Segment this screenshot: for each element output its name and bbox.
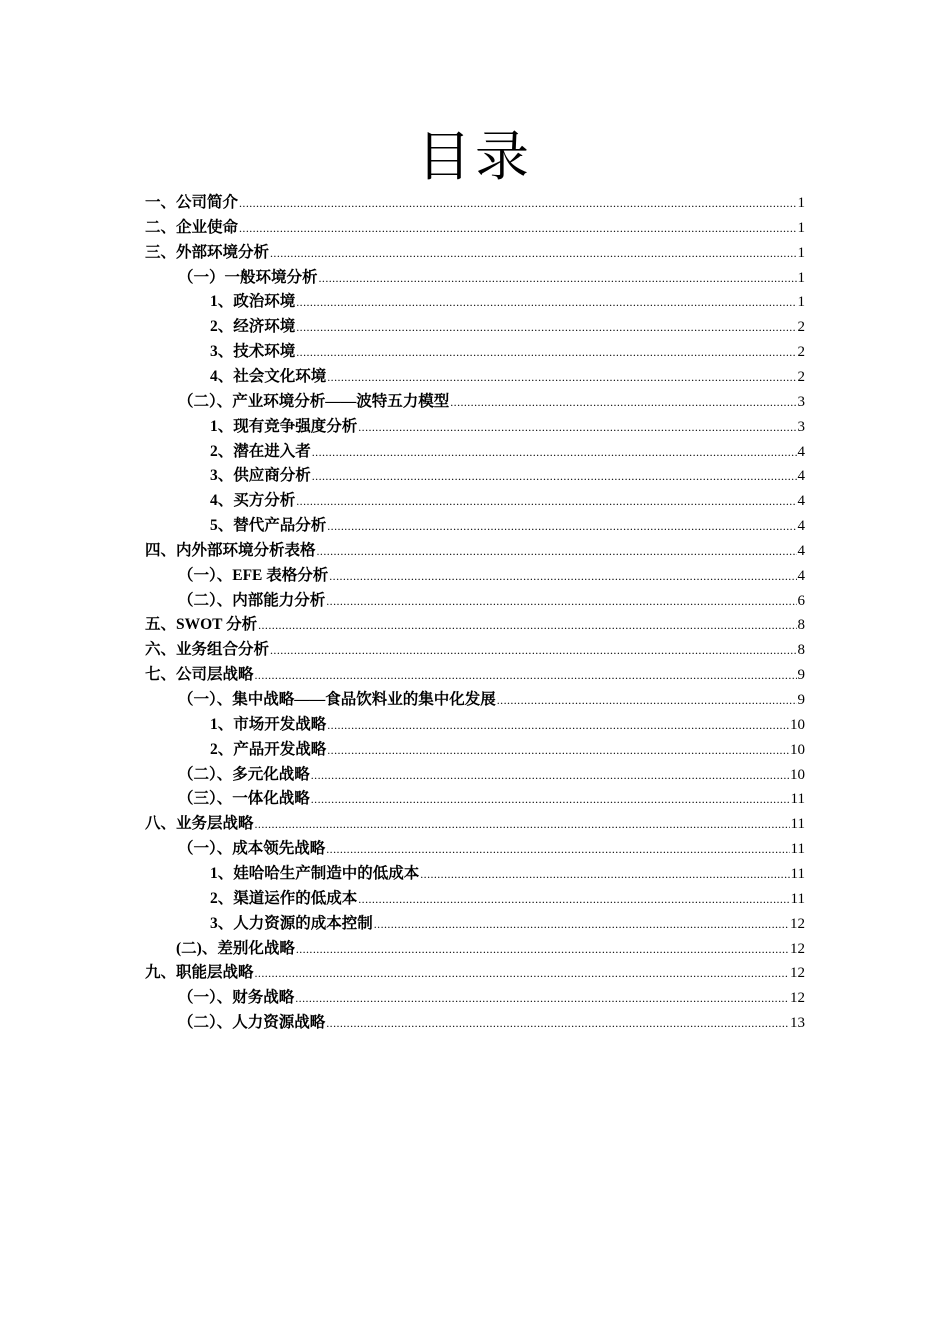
toc-entry-page-number: 11 — [790, 865, 805, 882]
toc-entry-page-number: 11 — [790, 841, 805, 858]
toc-entry[interactable] — [210, 439, 805, 464]
toc-leader-dots — [270, 241, 796, 266]
toc-entry-label: （三）、一体化战略 — [178, 790, 310, 808]
toc-entry[interactable] — [178, 762, 805, 787]
toc-entry-label: 4、社会文化环境 — [210, 367, 327, 385]
toc-leader-dots — [358, 887, 789, 912]
toc-leader-dots — [450, 390, 796, 415]
toc-entry-label: 3、供应商分析 — [210, 467, 311, 485]
toc-leader-dots — [296, 937, 789, 962]
toc-entry-label: 2、产品开发战略 — [210, 740, 327, 758]
toc-entry-label: 二、企业使命 — [145, 218, 239, 236]
toc-entry-label: 2、经济环境 — [210, 318, 296, 336]
toc-entry-page-number: 12 — [790, 965, 805, 982]
toc-entry-label: 四、内外部环境分析表格 — [145, 541, 316, 559]
toc-entry[interactable] — [145, 612, 805, 637]
toc-entry-page-number: 1 — [797, 244, 805, 261]
toc-entry[interactable] — [210, 513, 805, 538]
toc-entry[interactable] — [176, 936, 805, 961]
toc-entry-page-number: 12 — [790, 915, 805, 932]
toc-entry-label: (二)、差别化战略 — [176, 939, 295, 957]
toc-entry[interactable] — [145, 190, 805, 215]
toc-leader-dots — [296, 340, 796, 365]
toc-entry-label: 5、替代产品分析 — [210, 517, 327, 535]
toc-entry-page-number: 13 — [790, 1015, 805, 1032]
toc-entry-page-number: 8 — [797, 617, 805, 634]
toc-entry-page-number: 4 — [797, 567, 805, 584]
toc-leader-dots — [497, 688, 797, 713]
toc-leader-dots — [239, 216, 796, 241]
toc-entry-page-number: 4 — [797, 518, 805, 535]
toc-entry-page-number: 2 — [797, 319, 805, 336]
toc-entry-page-number: 1 — [797, 195, 805, 211]
toc-entry-page-number: 11 — [790, 816, 805, 833]
toc-entry[interactable] — [145, 662, 805, 687]
toc-leader-dots — [311, 787, 790, 812]
toc-leader-dots — [327, 738, 789, 763]
toc-entry[interactable] — [145, 215, 805, 240]
toc-entry[interactable] — [210, 463, 805, 488]
toc-entry[interactable] — [145, 811, 805, 836]
toc-entry[interactable] — [210, 289, 805, 314]
toc-entry[interactable] — [210, 886, 805, 911]
toc-entry-label: 2、渠道运作的低成本 — [210, 889, 358, 907]
toc-entry[interactable] — [178, 687, 805, 712]
toc-entry-page-number: 4 — [797, 443, 805, 460]
toc-entry-label: 2、潜在进入者 — [210, 442, 311, 460]
toc-entry[interactable] — [210, 861, 805, 886]
toc-entry-page-number: 1 — [797, 294, 805, 311]
toc-leader-dots — [327, 365, 796, 390]
toc-entry[interactable] — [210, 737, 805, 762]
toc-entry-label: （一）、财务战略 — [178, 989, 295, 1007]
toc-leader-dots — [296, 315, 796, 340]
toc-entry-page-number: 11 — [790, 890, 805, 907]
toc-entry-label: 3、技术环境 — [210, 343, 296, 361]
toc-leader-dots — [255, 663, 797, 688]
toc-entry[interactable] — [210, 414, 805, 439]
toc-entry-page-number: 2 — [797, 368, 805, 385]
toc-entry-page-number: 1 — [797, 269, 805, 286]
toc-entry[interactable] — [178, 836, 805, 861]
toc-leader-dots — [270, 638, 796, 663]
toc-entry[interactable] — [210, 339, 805, 364]
toc-entry[interactable] — [145, 960, 805, 985]
toc-entry-label: （一）、集中战略——食品饮料业的集中化发展 — [178, 691, 496, 708]
toc-entry-label: 一、公司简介 — [145, 194, 239, 211]
toc-entry-label: （一）、成本领先战略 — [178, 840, 326, 858]
toc-leader-dots — [358, 415, 796, 440]
toc-leader-dots — [317, 539, 797, 564]
toc-entry-label: 七、公司层战略 — [145, 666, 254, 684]
toc-leader-dots — [420, 862, 789, 887]
toc-entry-page-number: 11 — [790, 791, 805, 808]
toc-leader-dots — [296, 290, 796, 315]
toc-entry-label: 3、人力资源的成本控制 — [210, 914, 373, 932]
toc-leader-dots — [311, 763, 789, 788]
toc-entry-label: 六、业务组合分析 — [145, 641, 270, 659]
toc-entry-label: 1、娃哈哈生产制造中的低成本 — [210, 864, 420, 882]
toc-entry[interactable] — [178, 985, 805, 1010]
toc-entry[interactable] — [210, 712, 805, 737]
toc-entry[interactable] — [178, 563, 805, 588]
toc-entry-page-number: 12 — [790, 940, 805, 957]
toc-leader-dots — [255, 812, 790, 837]
toc-entry-page-number: 10 — [790, 766, 805, 783]
toc-entry[interactable] — [178, 265, 805, 290]
toc-entry[interactable] — [145, 538, 805, 563]
toc-entry-page-number: 9 — [797, 692, 805, 708]
toc-entry-label: 1、市场开发战略 — [210, 715, 327, 733]
toc-entry-label: 1、现有竞争强度分析 — [210, 417, 358, 435]
toc-entry-label: （一）、EFE 表格分析 — [178, 566, 329, 584]
toc-leader-dots — [327, 713, 789, 738]
toc-entry[interactable] — [210, 911, 805, 936]
toc-entry-label: 五、SWOT 分析 — [145, 616, 258, 634]
toc-entry-page-number: 6 — [797, 592, 805, 609]
toc-leader-dots — [258, 613, 796, 638]
toc-entry[interactable] — [178, 389, 805, 414]
toc-entry-page-number: 10 — [790, 716, 805, 733]
toc-leader-dots — [239, 191, 796, 216]
toc-entry-page-number: 4 — [797, 542, 805, 559]
toc-entry[interactable] — [178, 1010, 805, 1035]
toc-leader-dots — [312, 440, 797, 465]
toc-entry-page-number: 9 — [797, 667, 805, 684]
toc-entry-label: 三、外部环境分析 — [145, 243, 270, 261]
toc-entry[interactable] — [178, 588, 805, 613]
toc-leader-dots — [296, 489, 796, 514]
toc-entry-page-number: 3 — [797, 418, 805, 435]
toc-entry-label: 4、买方分析 — [210, 492, 296, 510]
toc-entry-label: （二）、内部能力分析 — [178, 591, 326, 609]
toc-entry-label: 九、职能层战略 — [145, 964, 254, 982]
toc-entry-page-number: 10 — [790, 741, 805, 758]
toc-entry-page-number: 2 — [797, 344, 805, 361]
toc-entry[interactable] — [178, 786, 805, 811]
toc-entry-page-number: 8 — [797, 642, 805, 659]
toc-entry[interactable] — [145, 240, 805, 265]
toc-entry-page-number: 4 — [797, 468, 805, 485]
toc-leader-dots — [255, 961, 789, 986]
toc-entry[interactable] — [210, 364, 805, 389]
toc-leader-dots — [319, 266, 797, 291]
toc-entry[interactable] — [145, 637, 805, 662]
toc-entry[interactable] — [210, 488, 805, 513]
toc-leader-dots — [329, 564, 796, 589]
toc-leader-dots — [326, 1011, 789, 1036]
toc-leader-dots — [312, 464, 797, 489]
toc-leader-dots — [327, 514, 796, 539]
toc-entry-label: （一）一般环境分析 — [178, 268, 318, 286]
toc-entry-label: （二）、人力资源战略 — [178, 1014, 326, 1032]
page-title: 目录 — [417, 125, 533, 188]
toc-entry-page-number: 3 — [797, 393, 805, 410]
toc-leader-dots — [326, 837, 789, 862]
toc-entry-label: 1、政治环境 — [210, 293, 296, 311]
toc-entry-page-number: 1 — [797, 219, 805, 236]
toc-leader-dots — [295, 986, 789, 1011]
toc-entry-page-number: 4 — [797, 493, 805, 510]
toc-leader-dots — [326, 589, 796, 614]
toc-entry-label: （二）、多元化战略 — [178, 765, 310, 783]
toc-leader-dots — [374, 912, 789, 937]
toc-entry[interactable] — [210, 314, 805, 339]
toc-entry-label: 八、业务层战略 — [145, 815, 254, 833]
toc-entry-page-number: 12 — [790, 990, 805, 1007]
toc-entry-label: （二）、产业环境分析——波特五力模型 — [178, 392, 450, 410]
